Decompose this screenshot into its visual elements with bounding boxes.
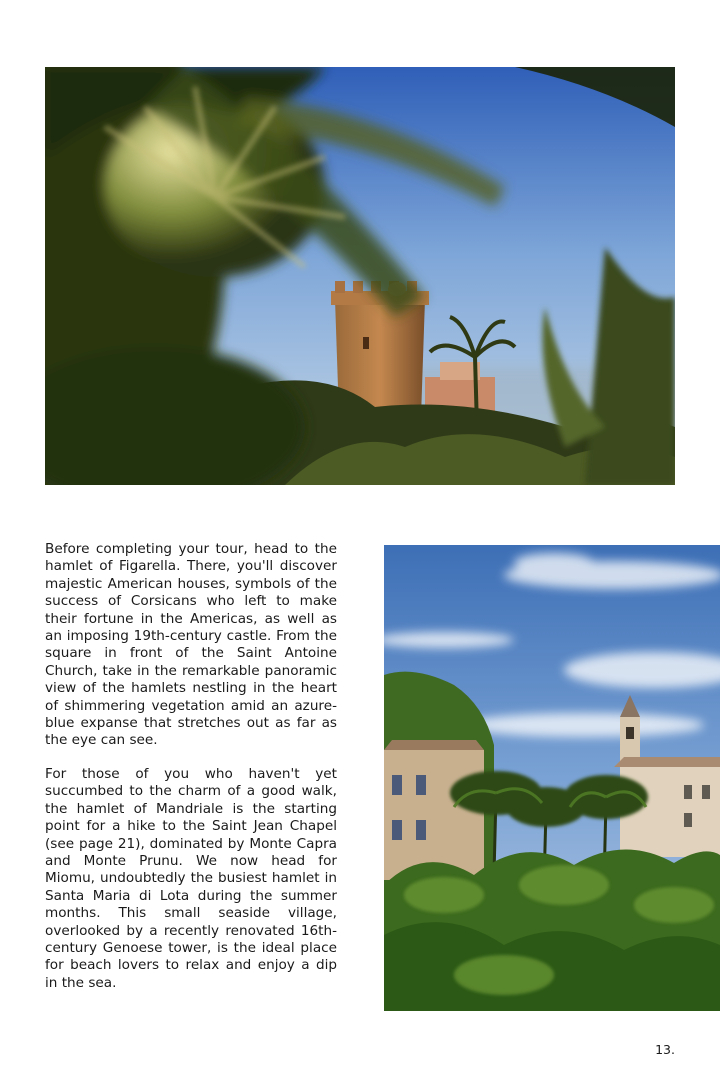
paragraph-mandriale-miomu: For those of you who haven't yet succumbed to the charm of a good walk, the hamlet of Mandriale is the starting point for a hike to the Saint Jean Chapel (see page 21), dominated by Monte Capra and Monte Prunu. We now head for Miomu, undoubtedly the busiest hamlet in Santa Maria di Lota during the summer months. This small seaside village, overlooked by a recently renovated 16th-century Genoese tower, is the ideal place for beach lovers to relax and enjoy a dip in the sea. <box>45 765 337 991</box>
page-number: 13. <box>655 1042 675 1057</box>
photo-village-palms <box>384 545 720 1011</box>
photo-tower-through-palms <box>45 67 675 485</box>
body-text <box>45 541 337 1008</box>
paragraph-figarella: Before completing your tour, head to the hamlet of Figarella. There, you'll discover majestic American houses, symbols of the success of Corsicans who left to make their fortune in the Americas, as well as an imposing 19th-century castle. From the square in front of the Saint Antoine Church, take in the remarkable panoramic view of the hamlets nestling in the heart of shimmering vegetation amid an azure-blue expanse that stretches out as far as the eye can see. <box>45 541 337 749</box>
